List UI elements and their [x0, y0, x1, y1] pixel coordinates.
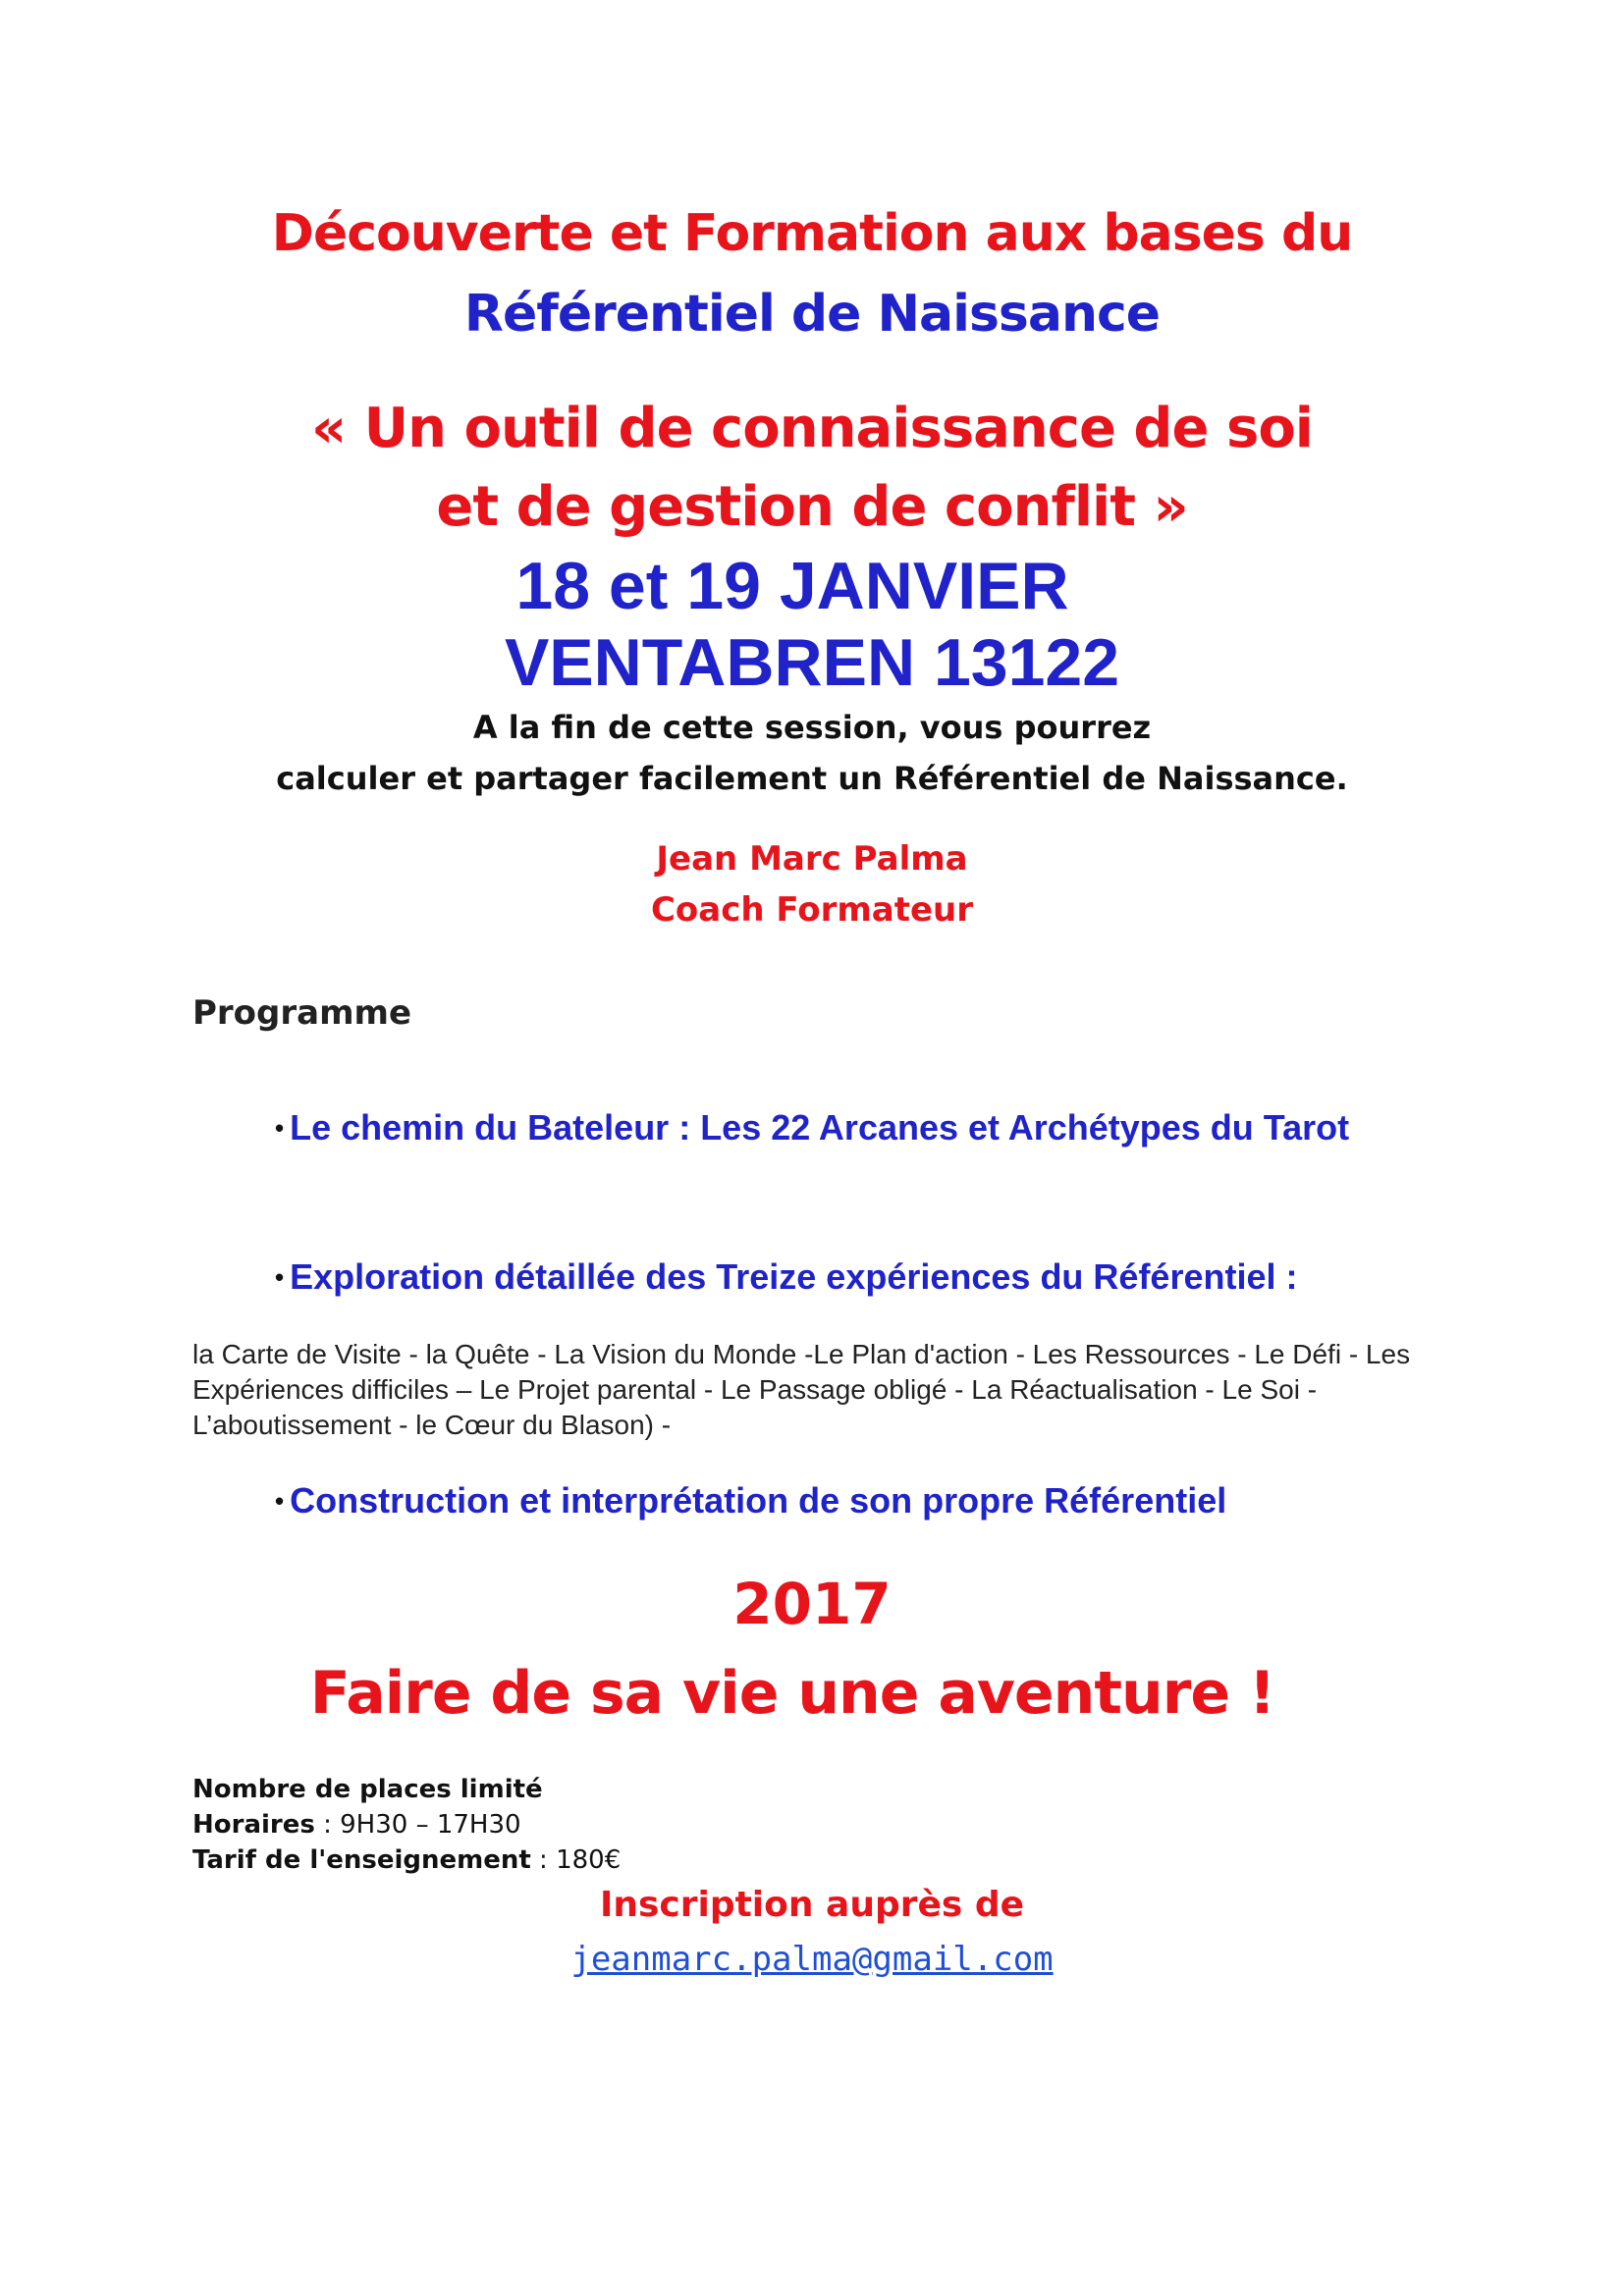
event-date: 18 et 19 JANVIER [515, 549, 1069, 623]
title-line-2: Référentiel de Naissance [463, 285, 1161, 344]
email-row [0, 1940, 1624, 1979]
fee-info [192, 1845, 621, 1875]
trainer-role: Coach Formateur [650, 890, 974, 930]
program-item [275, 1256, 1297, 1298]
program-item-label: Exploration détaillée des Treize expériences du Référentiel : [290, 1256, 1298, 1297]
title-line-1: Découverte et Formation aux bases du [271, 204, 1353, 263]
program-item-label: Construction et interprétation de son propre Référentiel [290, 1480, 1227, 1521]
bullet-icon: • [275, 1113, 285, 1143]
registration-label: Inscription auprès de [599, 1885, 1025, 1925]
program-heading: Programme [192, 993, 412, 1033]
hours-value: : 9H30 – 17H30 [314, 1810, 521, 1840]
motto: Faire de sa vie une aventure ! [309, 1659, 1275, 1728]
program-item [275, 1480, 1226, 1522]
quote-line-2: et de gestion de conflit » [436, 475, 1188, 539]
fee-value: : 180€ [530, 1845, 622, 1875]
intro-line-2: calculer et partager facilement un Référentiel de Naissance. [276, 760, 1348, 797]
bullet-icon: • [275, 1262, 285, 1292]
places-info [192, 1775, 543, 1804]
hours-label: Horaires [192, 1810, 315, 1840]
hours-info [192, 1810, 521, 1840]
program-item [275, 1107, 1349, 1148]
bullet-icon: • [275, 1486, 285, 1516]
intro-line-1: A la fin de cette session, vous pourrez [472, 709, 1152, 746]
quote-line-1: « Un outil de connaissance de soi [310, 397, 1313, 460]
program-item-label: Le chemin du Bateleur : Les 22 Arcanes et Archétypes du Tarot [290, 1107, 1350, 1148]
experiences-list: la Carte de Visite - la Quête - La Vision du Monde -Le Plan d'action - Les Ressources - Le Défi - Les Expériences difficiles – Le Projet parental - Le Passage obligé - La Réactualisation - Le Soi - L’aboutissement - le Cœur du Blason) - [192, 1339, 1411, 1440]
event-place: VENTABREN 13122 [504, 625, 1120, 700]
places-label: Nombre de places limité [192, 1775, 543, 1804]
email-link[interactable]: jeanmarc.palma@gmail.com [570, 1940, 1054, 1979]
fee-label: Tarif de l'enseignement [192, 1845, 531, 1875]
trainer-name: Jean Marc Palma [656, 839, 968, 879]
year: 2017 [732, 1571, 892, 1637]
